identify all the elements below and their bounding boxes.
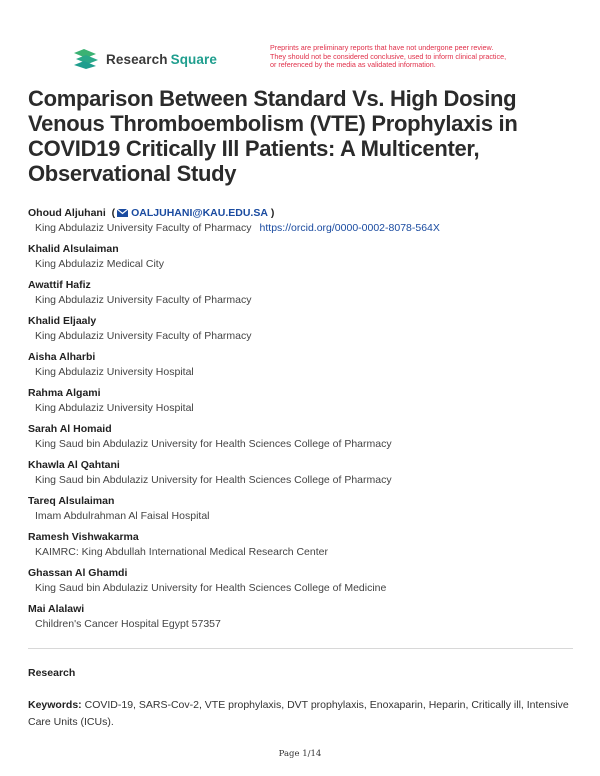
research-square-logo-icon	[74, 49, 100, 69]
page-header	[0, 0, 600, 80]
author-affiliation	[28, 220, 578, 236]
keywords-block	[28, 697, 573, 731]
author-name: Rahma Algami	[28, 387, 101, 399]
author-name: Aisha Alharbi	[28, 351, 96, 363]
author-affiliation: Children's Cancer Hospital Egypt 57357	[35, 618, 221, 630]
author-affiliation: King Saud bin Abdulaziz University for Health Sciences College of Pharmacy	[35, 474, 392, 486]
author-name: Ghassan Al Ghamdi	[28, 567, 128, 579]
envelope-icon	[117, 209, 128, 217]
author-entry	[28, 386, 578, 422]
author-name-text: Ohoud Aljuhani	[28, 207, 106, 219]
author-entry	[28, 602, 578, 638]
keywords-label: Keywords:	[28, 699, 82, 711]
author-entry	[28, 314, 578, 350]
affiliation-text: King Abdulaziz University Faculty of Pharmacy	[35, 222, 252, 234]
preprint-notice	[270, 44, 570, 70]
author-affiliation: King Abdulaziz University Hospital	[35, 402, 194, 414]
logo-wordmark	[106, 52, 217, 67]
author-affiliation: King Abdulaziz University Faculty of Pharmacy	[35, 294, 252, 306]
author-entry	[28, 206, 578, 242]
author-entry	[28, 242, 578, 278]
notice-line: They should not be considered conclusive, used to inform clinical practice,	[270, 51, 507, 61]
keywords-text: COVID-19, SARS-Cov-2, VTE prophylaxis, DVT prophylaxis, Enoxaparin, Heparin, Critically ill, Intensive Care Units (ICUs).	[28, 699, 569, 728]
paper-title: Comparison Between Standard Vs. High Dosing Venous Thromboembolism (VTE) Prophylaxis in COVID19 Critically Ill Patients: A Multicenter, Observational Study	[28, 86, 518, 186]
author-list	[28, 206, 578, 638]
author-name: Khalid Alsulaiman	[28, 243, 119, 255]
page-number: Page 1/14	[278, 749, 322, 759]
article-type-label: Research	[28, 667, 76, 679]
author-entry	[28, 494, 578, 530]
author-email-link[interactable]: OALJUHANI@KAU.EDU.SA	[131, 207, 268, 219]
author-name: Sarah Al Homaid	[28, 423, 112, 435]
notice-line: Preprints are preliminary reports that have not undergone peer review.	[270, 43, 494, 52]
notice-line: or referenced by the media as validated information.	[270, 60, 436, 70]
author-affiliation: Imam Abdulrahman Al Faisal Hospital	[35, 510, 210, 522]
logo-square-text: Square	[170, 51, 217, 67]
author-entry	[28, 278, 578, 314]
author-entry	[28, 350, 578, 386]
author-entry	[28, 530, 578, 566]
author-affiliation: King Abdulaziz University Faculty of Pharmacy	[35, 330, 252, 342]
author-entry	[28, 422, 578, 458]
author-name: Khawla Al Qahtani	[28, 459, 120, 471]
author-name: Awattif Hafiz	[28, 279, 91, 291]
author-entry	[28, 566, 578, 602]
author-name: Ramesh Vishwakarma	[28, 531, 139, 543]
author-entry	[28, 458, 578, 494]
author-name: Tareq Alsulaiman	[28, 495, 115, 507]
logo-research-text: Research	[106, 51, 168, 67]
author-name: Khalid Eljaaly	[28, 315, 97, 327]
author-name: Mai Alalawi	[28, 603, 85, 615]
research-square-logo[interactable]	[74, 48, 217, 70]
author-affiliation: KAIMRC: King Abdullah International Medical Research Center	[35, 546, 328, 558]
author-affiliation: King Abdulaziz Medical City	[35, 258, 164, 270]
author-affiliation: King Saud bin Abdulaziz University for Health Sciences College of Medicine	[35, 582, 387, 594]
author-affiliation: King Abdulaziz University Hospital	[35, 366, 194, 378]
author-affiliation: King Saud bin Abdulaziz University for Health Sciences College of Pharmacy	[35, 438, 392, 450]
section-divider	[28, 648, 573, 649]
orcid-link[interactable]: https://orcid.org/0000-0002-8078-564X	[259, 222, 440, 234]
author-name: Ohoud Aljuhani ( OALJUHANI@KAU.EDU.SA )	[28, 207, 275, 219]
